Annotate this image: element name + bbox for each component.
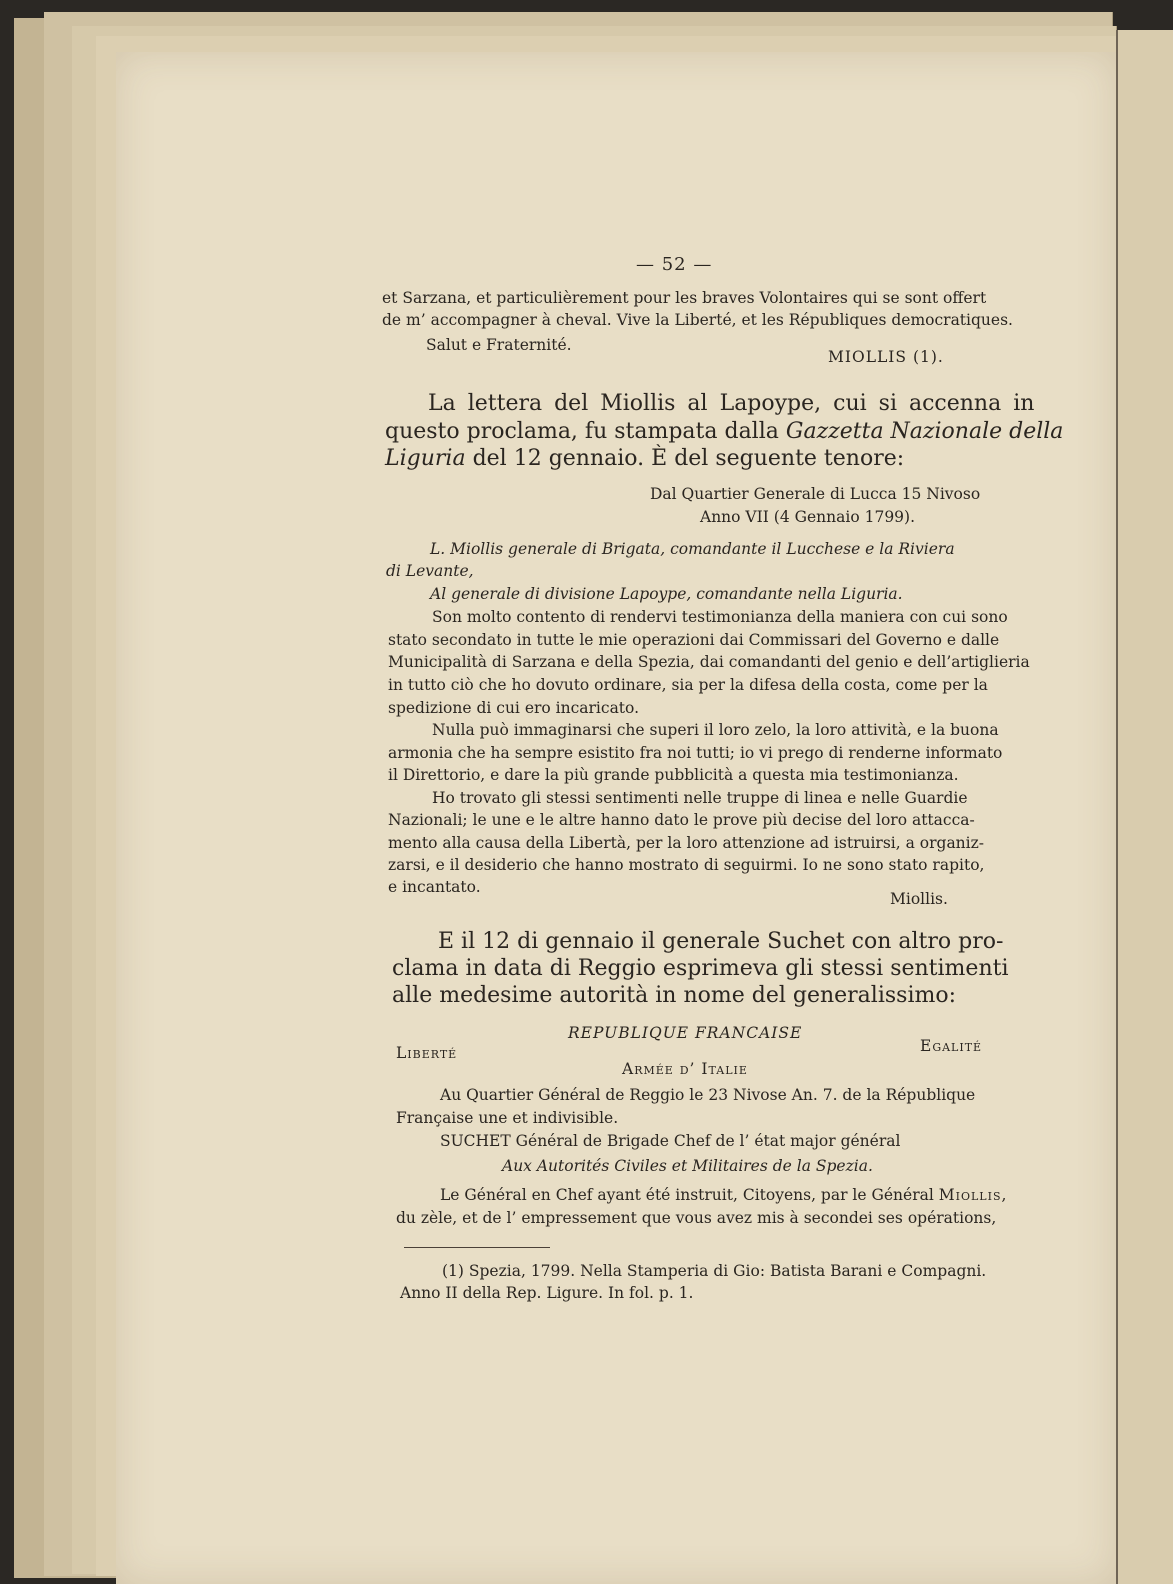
letter-p1-line-3: Municipalità di Sarzana e della Spezia, dai comandanti del genio e dell’artiglieria [388, 653, 1030, 671]
letter-p3-line-3: mento alla causa della Libertà, per la loro attenzione ad istruirsi, a organiz- [388, 834, 985, 852]
letter-p2-line-2: armonia che ha sempre esistito fra noi tutti; io vi prego di renderne informato [388, 744, 1003, 762]
letter-p3-line-1: Ho trovato gli stessi sentimenti nelle truppe di linea e nelle Guardie [432, 789, 968, 807]
footnote-line-1: (1) Spezia, 1799. Nella Stamperia di Gio: Batista Barani e Compagni. [442, 1262, 987, 1280]
proclamation-body-2: du zèle, et de l’ empressement que vous avez mis à secondei ses opérations, [396, 1209, 997, 1227]
second-line-2: clama in data di Reggio esprimeva gli stessi sentimenti [392, 956, 1009, 981]
liguria-title: Liguria [385, 446, 466, 471]
letter-p3-line-4: zarsi, e il desiderio che hanno mostrato di seguirmi. Io ne sono stato rapito, [388, 856, 985, 874]
letter-sender-2: di Levante, [386, 562, 474, 580]
french-line-1: et Sarzana, et particulièrement pour les braves Volontaires qui se sont offert [382, 289, 987, 307]
proclamation-addressee: Aux Autorités Civiles et Militaires de la Spezia. [502, 1157, 873, 1175]
gazzetta-title: Gazzetta Nazionale della [785, 419, 1064, 444]
letter-p2-line-3: il Direttorio, e dare la più grande pubblicità a questa mia testimonianza. [388, 766, 959, 784]
page-body [116, 52, 1116, 1584]
facing-page-edge [1116, 30, 1173, 1584]
proclamation-heading: REPUBLIQUE FRANCAISE [568, 1024, 803, 1042]
letter-recipient: Al generale di divisione Lapoype, comandante nella Liguria. [430, 585, 903, 603]
proclamation-location-2: Française une et indivisible. [396, 1109, 619, 1127]
intro-line-2 [385, 419, 1063, 444]
footnote-rule [404, 1247, 550, 1248]
second-line-3: alle medesime autorità in nome del generalissimo: [392, 983, 957, 1008]
intro-line-3-text: del 12 gennaio. È del seguente tenore: [472, 446, 905, 471]
letter-p1-line-5: spedizione di cui ero incaricato. [388, 699, 640, 717]
proclamation-body-1-text: Le Général en Chef ayant été instruit, Citoyens, par le Général [440, 1186, 934, 1204]
letter-dateline-2: Anno VII (4 Gennaio 1799). [700, 508, 916, 526]
intro-line-2-text: questo proclama, fu stampata dalla [385, 419, 779, 444]
letter-p1-line-4: in tutto ciò che ho dovuto ordinare, sia per la difesa della costa, come per la [388, 676, 988, 694]
page-number: — 52 — [636, 254, 713, 275]
letter-p3-line-2: Nazionali; le une e le altre hanno dato le prove più decise del loro attacca- [388, 811, 975, 829]
letter-signature: Miollis. [890, 890, 948, 908]
french-signature: MIOLLIS (1). [828, 348, 944, 366]
proclamation-body-1 [440, 1186, 1007, 1204]
letter-p3-line-5: e incantato. [388, 878, 481, 896]
proclamation-egalite: Egalité [920, 1037, 983, 1055]
second-line-1: E il 12 di gennaio il generale Suchet con altro pro- [438, 929, 1004, 954]
proclamation-signer: SUCHET Général de Brigade Chef de l’ état major général [440, 1132, 901, 1150]
proclamation-liberte: Liberté [396, 1044, 458, 1062]
intro-line-1: La lettera del Miollis al Lapoype, cui si accenna in [428, 391, 1035, 416]
letter-sender-1: L. Miollis generale di Brigata, comandante il Lucchese e la Riviera [430, 540, 955, 558]
letter-dateline-1: Dal Quartier Generale di Lucca 15 Nivoso [650, 485, 981, 503]
french-salut: Salut e Fraternité. [426, 336, 572, 354]
proclamation-armee: Armée d’ Italie [622, 1060, 748, 1078]
letter-p1-line-2: stato secondato in tutte le mie operazioni dai Commissari del Governo e dalle [388, 631, 1000, 649]
proclamation-miollis: Miollis, [938, 1186, 1008, 1204]
proclamation-location-1: Au Quartier Général de Reggio le 23 Nivose An. 7. de la République [440, 1086, 976, 1104]
french-line-2: de m’ accompagner à cheval. Vive la Liberté, et les Républiques democratiques. [382, 311, 1013, 329]
footnote-line-2: Anno II della Rep. Ligure. In fol. p. 1. [400, 1284, 694, 1302]
letter-p2-line-1: Nulla può immaginarsi che superi il loro zelo, la loro attività, e la buona [432, 721, 999, 739]
intro-line-3 [385, 446, 904, 471]
letter-p1-line-1: Son molto contento di rendervi testimonianza della maniera con cui sono [432, 608, 1008, 626]
